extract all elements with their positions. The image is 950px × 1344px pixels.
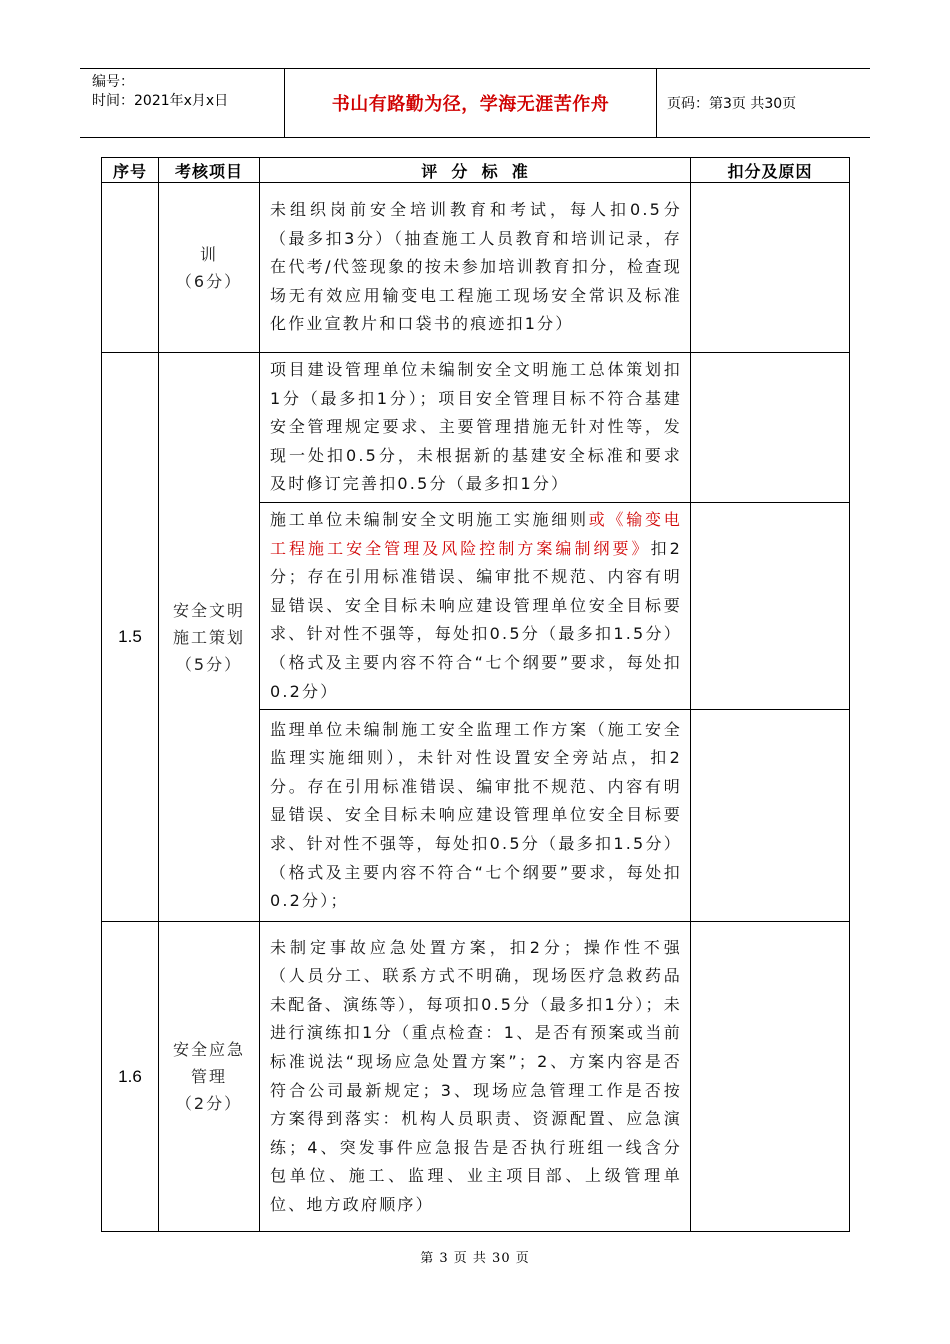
page-footer: 第 3 页 共 30 页 [420,1251,530,1266]
row-deduction[interactable] [691,183,850,353]
row-item [159,353,260,922]
document-time-label: 时间：2021年x月x日 [92,93,229,109]
row-item [159,183,260,353]
row-deduction[interactable] [691,710,850,922]
table-row [102,353,850,503]
row-deduction[interactable] [691,922,850,1232]
header-meta [80,69,285,137]
row-no [102,183,159,353]
row-item-line: （5分） [175,654,243,674]
row-item-line: （2分） [175,1094,243,1114]
row-standard: 未组织岗前安全培训教育和考试，每人扣0.5分（最多扣3分）（抽查施工人员教育和培训记录，存在代考/代签现象的按未参加培训教育扣分，检查现场无有效应用输变电工程施工现场安全常识及标准化作业宣教片和口袋书的痕迹扣1分） [260,183,691,353]
row-item-line: 安全文明 [172,600,245,620]
row-no: 1.6 [102,922,159,1232]
table-row [102,183,850,353]
column-header-item: 考核项目 [159,158,260,183]
column-header-deduction: 扣分及原因 [691,158,850,183]
standard-text: 扣2分；存在引用标准错误、编审批不规范、内容有明显错误、安全目标未响应建设管理单位安全目标要求、针对性不强等，每处扣0.5分（最多扣1.5分）（格式及主要内容不符合“七个纲要”要求，每处扣0.2分） [270,538,682,701]
header-page-info: 页码：第3页 共30页 [667,96,797,112]
row-item-line: 施工策划 [172,627,245,647]
row-deduction[interactable] [691,353,850,503]
row-standard: 项目建设管理单位未编制安全文明施工总体策划扣1分（最多扣1分）；项目安全管理目标不符合基建安全管理规定要求、主要管理措施无针对性等，发现一处扣0.5分，未根据新的基建安全标准和要求及时修订完善扣0.5分（最多扣1分） [260,353,691,503]
row-standard [260,502,691,709]
header-motto: 书山有路勤为径，学海无涯苦作舟 [285,69,657,137]
row-item-line: 管理 [190,1067,227,1087]
row-standard: 监理单位未编制施工安全监理工作方案（施工安全监理实施细则），未针对性设置安全旁站点，扣2分。存在引用标准错误、编审批不规范、内容有明显错误、安全目标未响应建设管理单位安全目标要求、针对性不强等，每处扣0.5分（最多扣1.5分）（格式及主要内容不符合“七个纲要”要求，每处扣0.2分）； [260,710,691,922]
row-deduction[interactable] [691,502,850,709]
table-header-row [102,158,850,183]
row-standard: 未制定事故应急处置方案，扣2分；操作性不强（人员分工、联系方式不明确，现场医疗急救药品未配备、演练等），每项扣0.5分（最多扣1分）；未进行演练扣1分（重点检查：1、是否有预案或当前标准说法“现场应急处置方案”；2、方案内容是否符合公司最新规定；3、现场应急管理工作是否按方案得到落实：机构人员职责、资源配置、应急演练；4、突发事件应急报告是否执行班组一线含分包单位、施工、监理、业主项目部、上级管理单位、地方政府顺序） [260,922,691,1232]
row-item [159,922,260,1232]
assessment-table [101,157,850,1232]
row-item-line: （6分） [175,271,243,291]
column-header-no: 序号 [102,158,159,183]
row-item-line: 安全应急 [172,1040,245,1060]
page-header [80,68,870,138]
standard-text: 施工单位未编制安全文明施工实施细则 [270,509,589,529]
standard-highlight-text: 或《输变电工程施工安全管理及风险控制方案编制纲要》 [270,509,682,558]
row-item-line: 训 [199,244,218,264]
table-row [102,922,850,1232]
document-number-label: 编号： [92,74,134,90]
row-no: 1.5 [102,353,159,922]
column-header-standard: 评 分 标 准 [260,158,691,183]
